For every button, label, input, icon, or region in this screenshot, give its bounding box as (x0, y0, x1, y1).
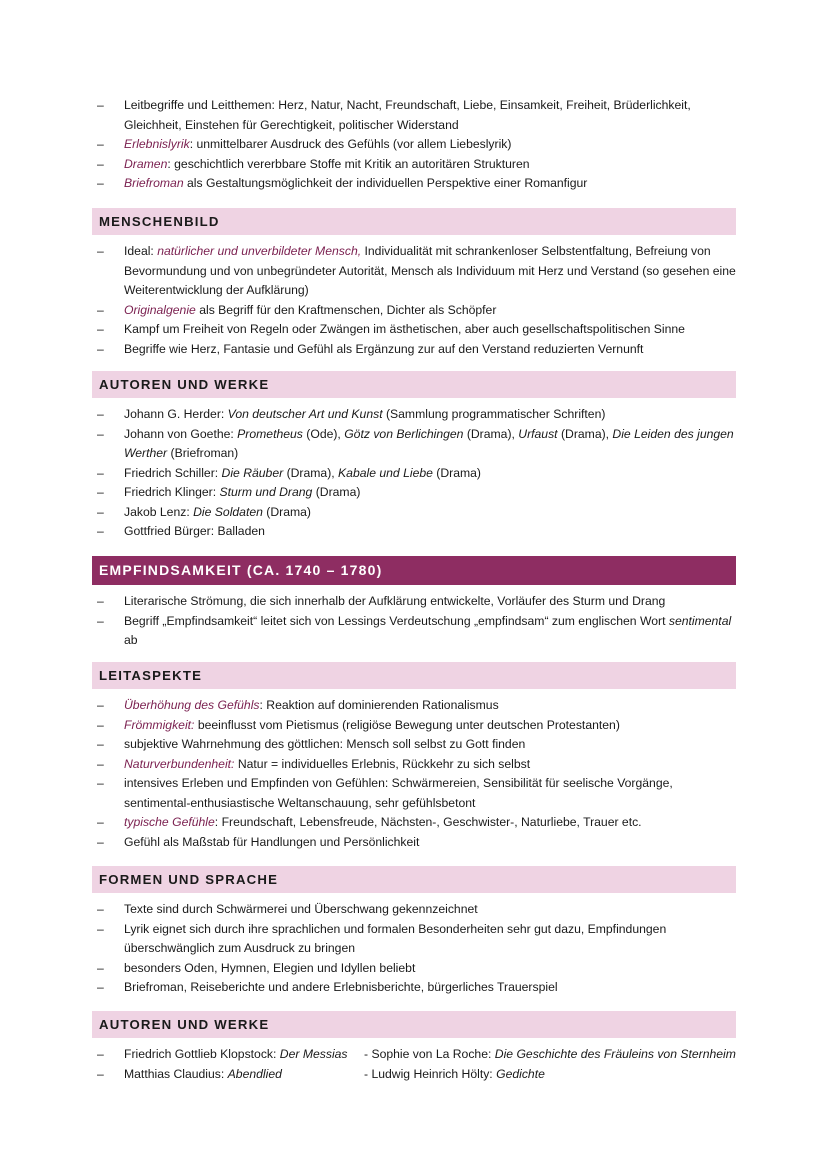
list-item: – Friedrich Klinger: Sturm und Drang (Drama) (97, 483, 737, 503)
list-item: – Begriffe wie Herz, Fantasie und Gefühl als Ergänzung zur auf den Verstand reduzierten Vernunft (97, 340, 737, 360)
list-item: – intensives Erleben und Empfinden von Gefühlen: Schwärmereien, Sensibilität für seelische Vorgänge, sentimental-enthusiastische Weltanschauung, sehr gefühlsbetont (97, 774, 737, 813)
list-item: – Kampf um Freiheit von Regeln oder Zwängen im ästhetischen, aber auch gesellschaftspolitischen Sinne (97, 320, 737, 340)
list-item: – Leitbegriffe und Leitthemen: Herz, Natur, Nacht, Freundschaft, Liebe, Einsamkeit, Freiheit, Brüderlichkeit, Gleichheit, Einstehen für Gerechtigkeit, politischer Widerstand (97, 96, 737, 135)
list-item: – Literarische Strömung, die sich innerhalb der Aufklärung entwickelte, Vorläufer des Sturm und Drang (97, 592, 737, 612)
leitaspekte-list (97, 696, 737, 852)
list-item: – Erlebnislyrik: unmittelbarer Ausdruck des Gefühls (vor allem Liebeslyrik) (97, 135, 737, 155)
list-item: – Briefroman als Gestaltungsmöglichkeit der individuellen Perspektive einer Romanfigur (97, 174, 737, 194)
list-item: – Lyrik eignet sich durch ihre sprachlichen und formalen Besonderheiten sehr gut dazu, Empfindungen überschwänglich zum Ausdruck zu bringen (97, 920, 737, 959)
list-item: – Naturverbundenheit: Natur = individuelles Erlebnis, Rückkehr zu sich selbst (97, 755, 737, 775)
section-heading-leitaspekte: LEITASPEKTE (92, 662, 736, 689)
section-heading-empfindsamkeit: EMPFINDSAMKEIT (CA. 1740 – 1780) (92, 556, 736, 585)
list-item: – Gefühl als Maßstab für Handlungen und Persönlichkeit (97, 833, 737, 853)
menschenbild-list (97, 242, 737, 359)
list-item: – typische Gefühle: Freundschaft, Lebensfreude, Nächsten-, Geschwister-, Naturliebe, Trauer etc. (97, 813, 737, 833)
section-heading-formen: FORMEN UND SPRACHE (92, 866, 736, 893)
list-item: – Ideal: natürlicher und unverbildeter Mensch, Individualität mit schrankenloser Selbstentfaltung, Befreiung von Bevormundung und von unbegründeter Autorität, Mensch als Individuum mit Herz und Verstand (so gesehen eine Weiterentwicklung der Aufklärung) (97, 242, 737, 301)
list-item: – Briefroman, Reiseberichte und andere Erlebnisberichte, bürgerliches Trauerspiel (97, 978, 737, 998)
list-item: – Frömmigkeit: beeinflusst vom Pietismus (religiöse Bewegung unter deutschen Protestanten) (97, 716, 737, 736)
section-heading-autoren-1: AUTOREN UND WERKE (92, 371, 736, 398)
section-heading-menschenbild: MENSCHENBILD (92, 208, 736, 235)
list-item: – Friedrich Gottlieb Klopstock: Der Messias - Sophie von La Roche: Die Geschichte des Fräuleins von Sternheim (97, 1047, 736, 1061)
list-item: – Überhöhung des Gefühls: Reaktion auf dominierenden Rationalismus (97, 696, 737, 716)
intro-list (97, 96, 737, 194)
list-item: – Johann G. Herder: Von deutscher Art und Kunst (Sammlung programmatischer Schriften) (97, 405, 737, 425)
list-item: – besonders Oden, Hymnen, Elegien und Idyllen beliebt (97, 959, 737, 979)
list-item: – Matthias Claudius: Abendlied - Ludwig Heinrich Hölty: Gedichte (97, 1066, 545, 1081)
list-item: – Friedrich Schiller: Die Räuber (Drama), Kabale und Liebe (Drama) (97, 464, 737, 484)
autoren-1-list (97, 405, 737, 542)
list-item: – Dramen: geschichtlich vererbbare Stoffe mit Kritik an autoritären Strukturen (97, 155, 737, 175)
list-item: – Begriff „Empfindsamkeit“ leitet sich von Lessings Verdeutschung „empfindsam“ zum englischen Wort sentimental ab (97, 612, 737, 651)
autoren-2-list (97, 1045, 747, 1084)
list-item: – Originalgenie als Begriff für den Kraftmenschen, Dichter als Schöpfer (97, 301, 737, 321)
list-item: – subjektive Wahrnehmung des göttlichen: Mensch soll selbst zu Gott finden (97, 735, 737, 755)
empfindsamkeit-list (97, 592, 737, 651)
list-item: – Johann von Goethe: Prometheus (Ode), Götz von Berlichingen (Drama), Urfaust (Drama), Die Leiden des jungen Werther (Briefroman) (97, 425, 737, 464)
section-heading-autoren-2: AUTOREN UND WERKE (92, 1011, 736, 1038)
formen-list (97, 900, 737, 998)
list-item: – Gottfried Bürger: Balladen (97, 522, 737, 542)
list-item: – Texte sind durch Schwärmerei und Überschwang gekennzeichnet (97, 900, 737, 920)
list-item: – Jakob Lenz: Die Soldaten (Drama) (97, 503, 737, 523)
